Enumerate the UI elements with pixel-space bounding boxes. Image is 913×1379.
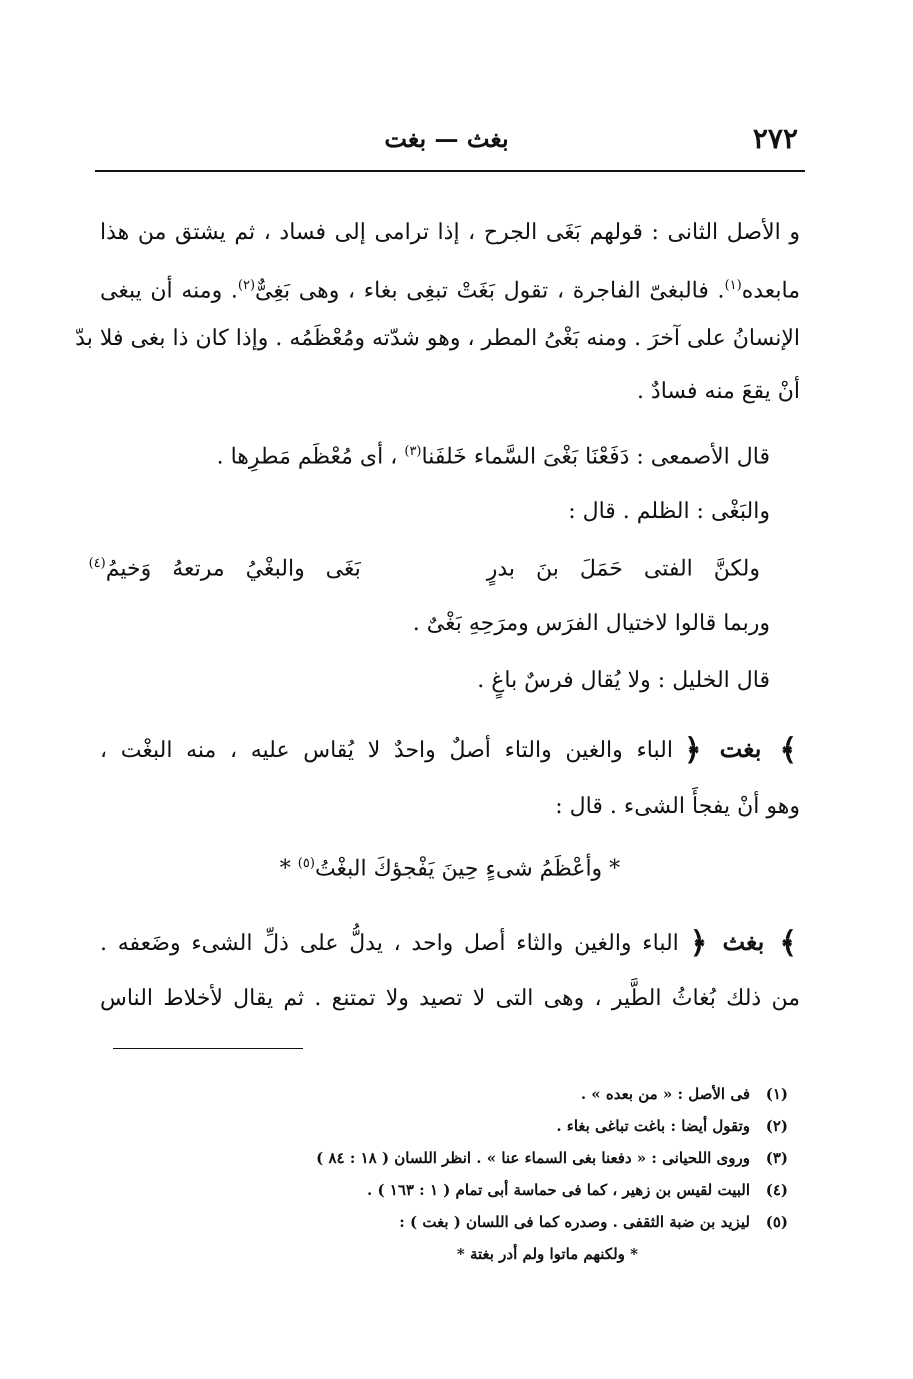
verse-line: * وأعْظَمُ شىءٍ حِينَ يَفْجؤكَ البغْتُ$^{(٥)}$ * — [279, 856, 621, 882]
header-rule — [95, 170, 805, 172]
text-line: والبَغْى : الظلم . قال : — [568, 499, 770, 524]
footnote-rule — [113, 1048, 303, 1049]
text-line: قال الخليل : ولا يُقال فرسٌ باغٍ . — [477, 668, 770, 693]
footnote: (٢)وتقول أيضا : باغت تباغى بغاء . — [556, 1117, 788, 1135]
footnote-ref[interactable]: (٤) — [88, 556, 106, 571]
text-line: الإنسانُ على آخرَ . ومنه بَغْىُ المطر ، وهو شدّته ومُعْظَمُه . وإذا كان ذا بغى فلا بدّ — [75, 326, 800, 351]
footnote: (١)فى الأصل : « من بعده » . — [580, 1085, 788, 1103]
footnote: (٤)البيت لقيس بن زهير ، كما فى حماسة أبى تمام ( ١ : ١٦٣ ) . — [367, 1181, 788, 1199]
entry-line: ﴾ بغث ﴿الباء والغين والثاء أصل واحد ، يدلُّ على ذلِّ الشىء وضَعفه . — [100, 925, 800, 961]
footnote-ref[interactable]: (٥) — [297, 856, 315, 871]
page-number: ٢٧٢ — [752, 122, 798, 155]
text-line: وهو أنْ يفجأَ الشىء . قال : — [555, 794, 800, 819]
verse-line — [88, 547, 760, 586]
entry-line: ﴾ بغت ﴿الباء والغين والتاء أصلٌ واحدٌ لا يُقاس عليه ، منه البغْت ، — [100, 732, 800, 768]
text-line: و الأصل الثانى : قولهم بَغَى الجرح ، إذا ترامى إلى فساد ، ثم يشتق من هذا — [100, 220, 800, 245]
text-line: مابعده$^{(١)}$. فالبغىّ الفاجرة ، تقول بَغَتْ تبغِى بغاء ، وهى بَغِىٌّ$^{(٢)}$. ومنه أن يبغى — [100, 278, 801, 304]
footnote-ref[interactable]: (٣) — [404, 444, 422, 459]
verse-hemistich: بَغَى والبغْيُ مرتعهُ وَخيمُ — [105, 556, 361, 582]
text-line: أنْ يقعَ منه فسادٌ . — [636, 379, 800, 404]
footnote-verse: * ولكنهم ماتوا ولم أدر بغتة * — [456, 1245, 638, 1263]
footnote-ref[interactable]: (٢) — [237, 278, 256, 293]
text-line: وربما قالوا لاختيال الفرَس ومرَحِهِ بَغْىٌ . — [412, 611, 770, 636]
entry-headword: ﴾ بغث ﴿ — [689, 926, 797, 961]
text-line: من ذلك بُغاثُ الطَّير ، وهى التى لا تصيد ولا تمتنع . ثم يقال لأخلاط الناس — [100, 986, 800, 1011]
page-header — [95, 118, 798, 162]
text-line: قال الأصمعى : دَفَعْنَا بَغْىَ السَّماء خَلفَنا$^{(٣)}$ ، أى مُعْظَم مَطرِها . — [216, 444, 770, 470]
verse-hemistich: ولكنَّ الفتى حَمَلَ بنَ بدرٍ — [486, 556, 760, 582]
footnote-ref[interactable]: (١) — [724, 278, 742, 293]
entry-headword: ﴾ بغت ﴿ — [683, 733, 798, 768]
footnote: (٥)ليزيد بن ضبة الثقفى . وصدره كما فى اللسان ( بغت ) : — [399, 1213, 788, 1231]
footnote: (٣)وروى اللحيانى : « دفعنا بغى السماء عنا » . انظر اللسان ( ١٨ : ٨٤ ) — [316, 1149, 788, 1167]
running-title: بغث — بغت — [384, 124, 509, 153]
